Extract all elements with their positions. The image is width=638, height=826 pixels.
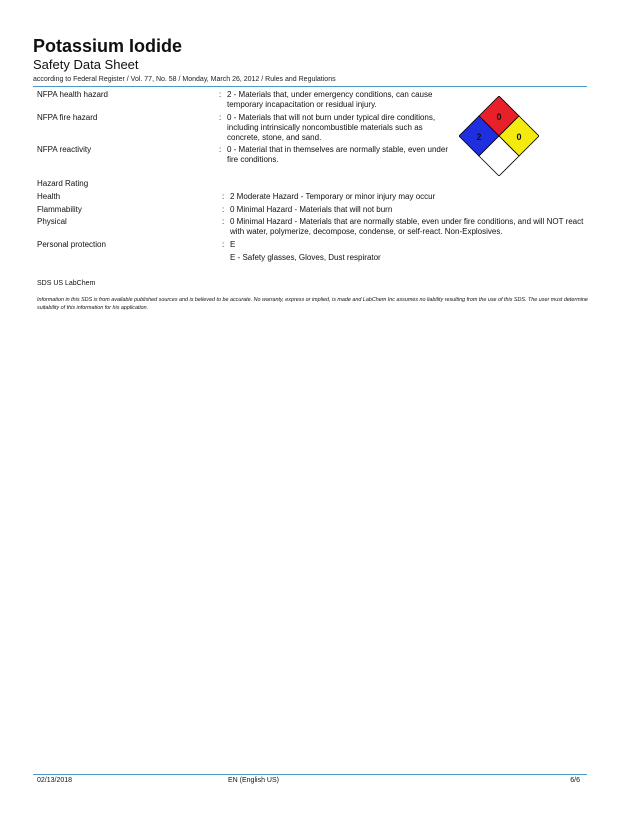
hazard-physical-colon: : <box>222 217 225 226</box>
hazard-personal-detail: E - Safety glasses, Gloves, Dust respirator <box>230 253 381 262</box>
nfpa-diamond-icon <box>459 96 539 176</box>
nfpa-reactivity-number: 0 <box>516 132 522 142</box>
hazard-health-row <box>37 192 587 203</box>
nfpa-health-label: NFPA health hazard <box>37 90 109 99</box>
hazard-flammability-label: Flammability <box>37 205 82 214</box>
header-divider <box>33 86 587 87</box>
hazard-physical-label: Physical <box>37 217 67 226</box>
footer-date: 02/13/2018 <box>37 777 73 784</box>
disclaimer-text: Information in this SDS is from available published sources and is believed to be accurate. No warranty, express or implied, is made and LabChem Inc assumes no liability resulting from the use of this SDS. The user must determine suitability of this information for his application. <box>37 297 588 311</box>
footer-divider <box>33 774 587 775</box>
footer-page-number: 6/6 <box>570 777 580 784</box>
nfpa-health-colon: : <box>219 90 222 99</box>
nfpa-fire-colon: : <box>219 113 222 122</box>
nfpa-health-value: 2 - Materials that, under emergency conditions, can cause temporary incapacitation or residual injury. <box>227 90 433 109</box>
hazard-flammability-row <box>37 205 587 216</box>
hazard-flammability-value: 0 Minimal Hazard - Materials that will not burn <box>230 205 393 214</box>
hazard-rating-heading-row <box>37 179 587 190</box>
hazard-health-label: Health <box>37 192 61 201</box>
hazard-personal-row <box>37 240 587 264</box>
document-subtitle: Safety Data Sheet <box>33 57 139 72</box>
nfpa-reactivity-colon: : <box>219 145 222 154</box>
hazard-health-value: 2 Moderate Hazard - Temporary or minor injury may occur <box>230 192 436 201</box>
regulation-reference: according to Federal Register / Vol. 77, No. 58 / Monday, March 26, 2012 / Rules and Regulations <box>33 76 336 83</box>
sds-source: SDS US LabChem <box>37 280 96 287</box>
hazard-personal-value: E <box>230 240 236 249</box>
hazard-health-colon: : <box>222 192 225 201</box>
nfpa-health-number: 2 <box>476 132 482 142</box>
nfpa-reactivity-value: 0 - Material that in themselves are normally stable, even under fire conditions. <box>227 145 448 164</box>
hazard-physical-value: 0 Minimal Hazard - Materials that are normally stable, even under fire conditions, and will NOT react with water, polymerize, decompose, condense, or self-react. Non-Explosives. <box>230 217 584 236</box>
nfpa-fire-label: NFPA fire hazard <box>37 113 98 122</box>
nfpa-fire-value: 0 - Materials that will not burn under typical dire conditions, including intrinsically noncombustible materials such as concrete, stone, and sand. <box>227 113 436 142</box>
hazard-flammability-colon: : <box>222 205 225 214</box>
nfpa-fire-number: 0 <box>496 112 502 122</box>
footer-language: EN (English US) <box>228 777 279 784</box>
hazard-physical-row <box>37 217 587 239</box>
hazard-personal-label: Personal protection <box>37 240 106 249</box>
hazard-personal-colon: : <box>222 240 225 249</box>
document-title: Potassium Iodide <box>33 36 183 56</box>
nfpa-reactivity-label: NFPA reactivity <box>37 145 92 154</box>
hazard-rating-heading: Hazard Rating <box>37 179 89 188</box>
